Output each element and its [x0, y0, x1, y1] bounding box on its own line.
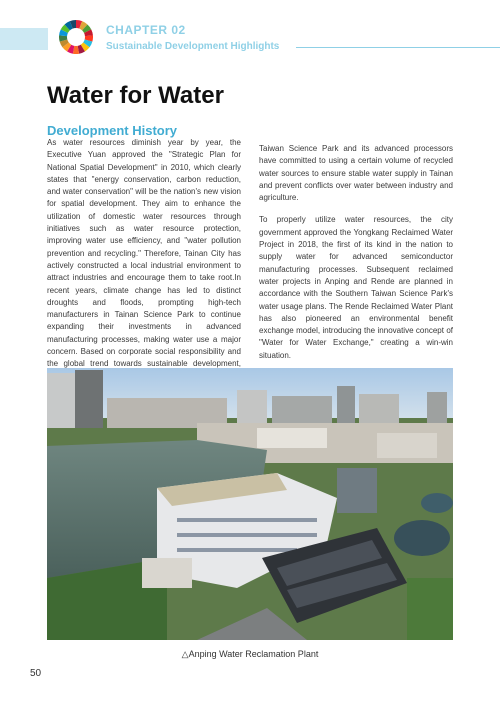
aerial-photo: [47, 368, 453, 640]
photo-caption: △Anping Water Reclamation Plant: [181, 649, 319, 659]
body-column-right: [259, 143, 453, 362]
header-color-band: [0, 28, 48, 50]
body-paragraph: As water resources diminish year by year, the Executive Yuan approved the "Strategic Plan for National Spatial Development" in 2010, which clearly states that "energy conservation, carbon reduction, and water conservation" will be the nation's new vision for spatial development. They aim to enhance the utilization of domestic water resources through initiatives such as water resource protection, improving water use efficiency, and "water pollution prevention and recycling." Therefore, Tainan City has actively constructed a local industrial environment to attract industries and encourage them to take root.In recent years, climate change has led to distinct droughts and floods, prompting high-tech manufacturers in Tainan Science Park to continue expanding their investments in advanced manufacturing processes, making water use a major concern. Based on corporate social responsibility and the global trend towards sustainable development,: [47, 138, 241, 369]
body-paragraph: To properly utilize water resources, the city government approved the Yongkang Reclaimed Water Project in 2018, the first of its kind in the nation to supply water for advanced semiconductor manufacturing processes. Subsequent reclaimed water projects in Anping and Rende are planned in accordance with the Southern Taiwan Science Park's water usage plans. The Rende Reclaimed Water Plant has also pioneered an environmental benefit exchange model, introducing the innovative concept of "Water for Water Exchange," creating a win-win situation.: [259, 215, 453, 360]
page-number: 50: [30, 668, 42, 679]
section-heading: Development History: [47, 123, 178, 138]
page-title: Water for Water: [47, 82, 224, 109]
body-paragraph: Taiwan Science Park and its advanced processors have committed to using a certain volume of recycled water sources to ensure stable water supply in Tainan and prevent conflicts over water between industry and agriculture.: [259, 144, 453, 203]
header-divider: [296, 47, 500, 48]
body-column-left: [47, 137, 241, 383]
sdg-wheel-icon: [59, 20, 93, 54]
chapter-subtitle: Sustainable Development Highlights: [106, 41, 280, 52]
chapter-label: CHAPTER 02: [106, 23, 186, 37]
